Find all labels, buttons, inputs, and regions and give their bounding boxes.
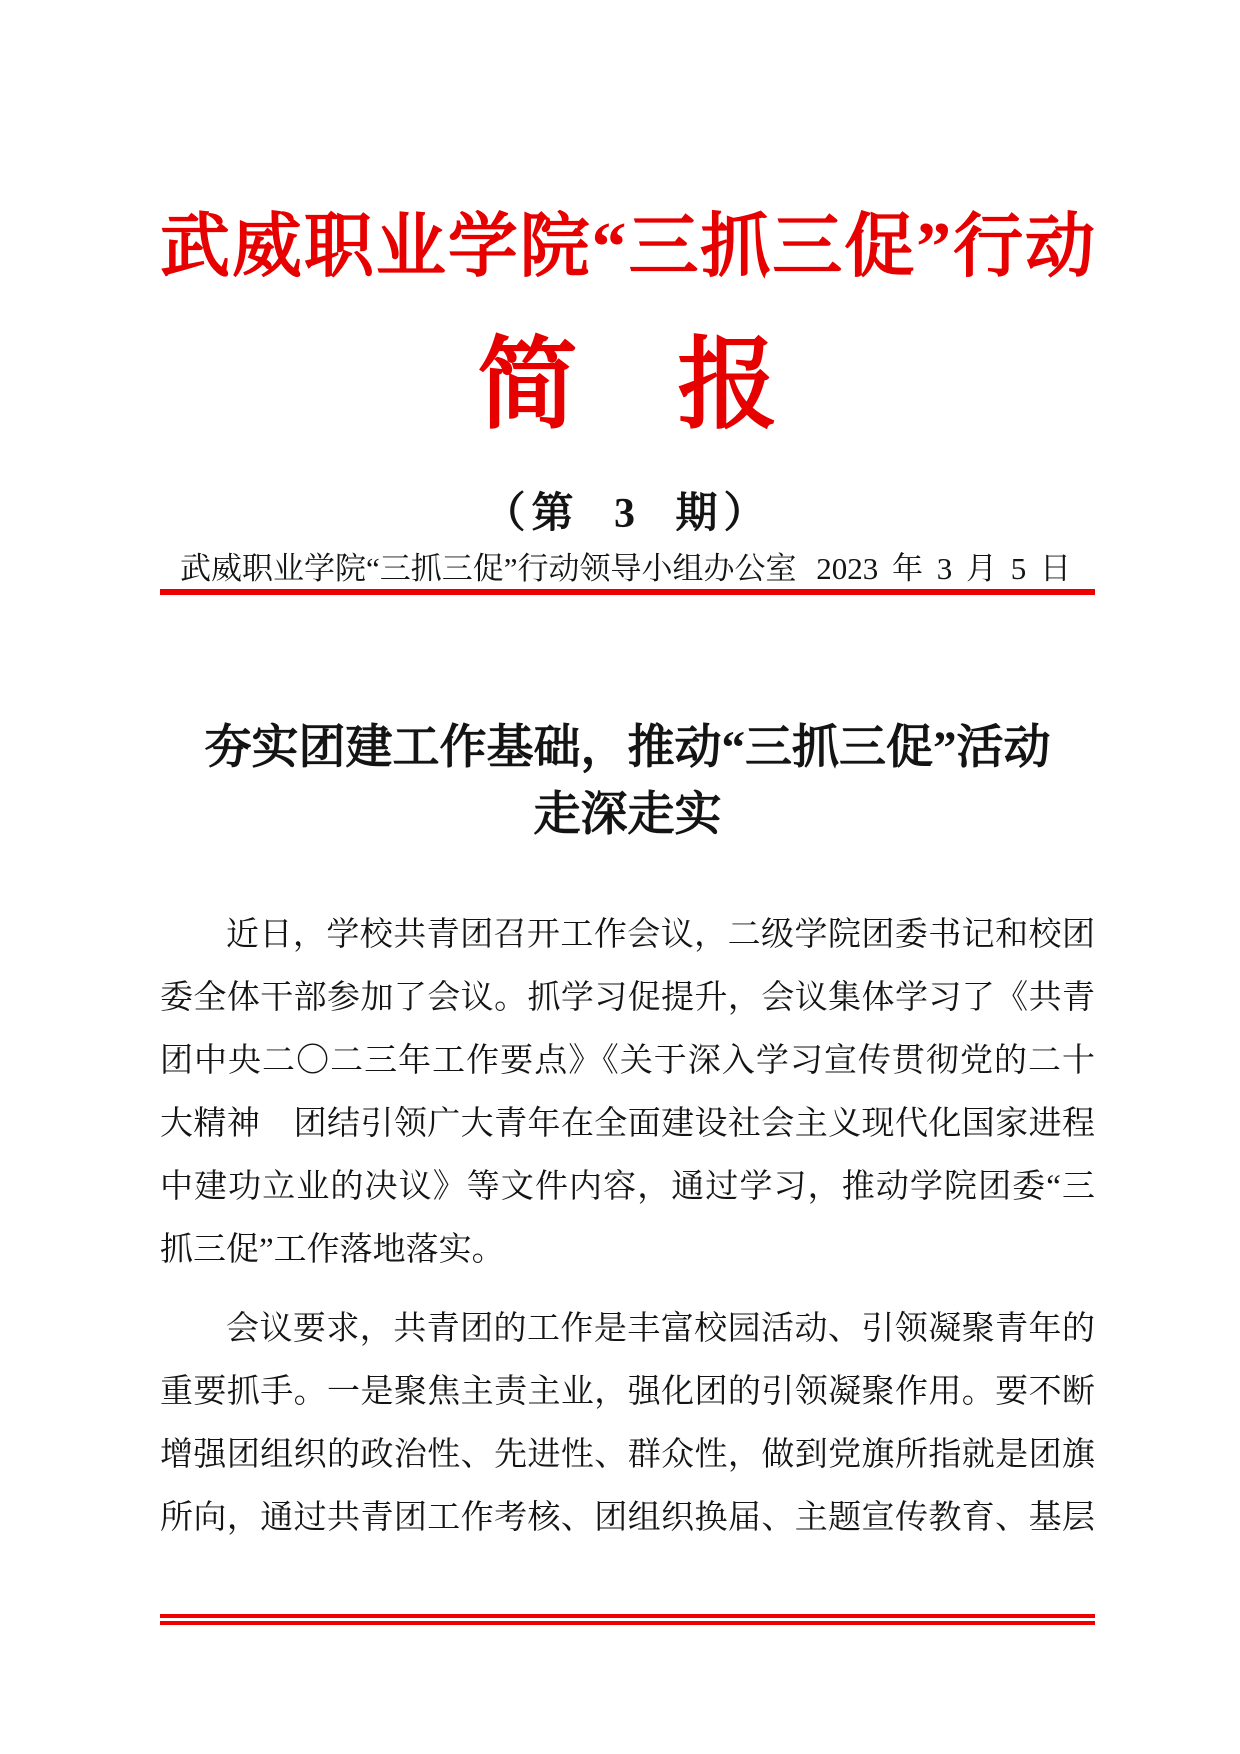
paragraph-1 (160, 904, 1095, 1282)
text-line: 重要抓手。一是聚焦主责主业，强化团的引领凝聚作用。要不断 (160, 1374, 1095, 1410)
article-title (160, 715, 1095, 849)
paragraph-2 (160, 1298, 1095, 1550)
article-title-line2: 走深走实 (533, 789, 722, 841)
text-line: 抓三促”工作落地落实。 (160, 1232, 505, 1268)
text-line: 委全体干部参加了会议。抓学习促提升，会议集体学习了《共青 (160, 980, 1095, 1016)
issuing-office: 武威职业学院“三抓三促”行动领导小组办公室 (180, 551, 797, 586)
article-title-line1: 夯实团建工作基础，推动“三抓三促”活动 (204, 722, 1051, 774)
footer-double-rule (160, 1614, 1095, 1625)
issuer-row (160, 549, 1095, 589)
page-footer (160, 1614, 1095, 1625)
text-line: 增强团组织的政治性、先进性、群众性，做到党旗所指就是团旗 (160, 1437, 1095, 1473)
masthead-subtitle: 简 报 (477, 330, 778, 441)
text-line: 近日，学校共青团召开工作会议，二级学院团委书记和校团 (226, 917, 1095, 953)
text-line: 大精神 团结引领广大青年在全面建设社会主义现代化国家进程 (160, 1106, 1095, 1142)
masthead-title: 武威职业学院“三抓三促”行动 (160, 209, 1095, 286)
text-line: 所向，通过共青团工作考核、团组织换届、主题宣传教育、基层 (160, 1500, 1095, 1536)
masthead-divider-rule (160, 589, 1095, 595)
issue-date: 2023 年 3 月 5 日 (816, 551, 1071, 586)
text-line: 中建功立业的决议》等文件内容，通过学习，推动学院团委“三 (160, 1169, 1095, 1205)
issue-number: （第 3 期） (483, 491, 772, 537)
article (160, 715, 1095, 1550)
masthead (160, 200, 1095, 595)
article-body (160, 904, 1095, 1550)
text-line: 团中央二〇二三年工作要点》《关于深入学习宣传贯彻党的二十 (160, 1043, 1095, 1079)
text-line: 会议要求，共青团的工作是丰富校园活动、引领凝聚青年的 (226, 1311, 1095, 1347)
